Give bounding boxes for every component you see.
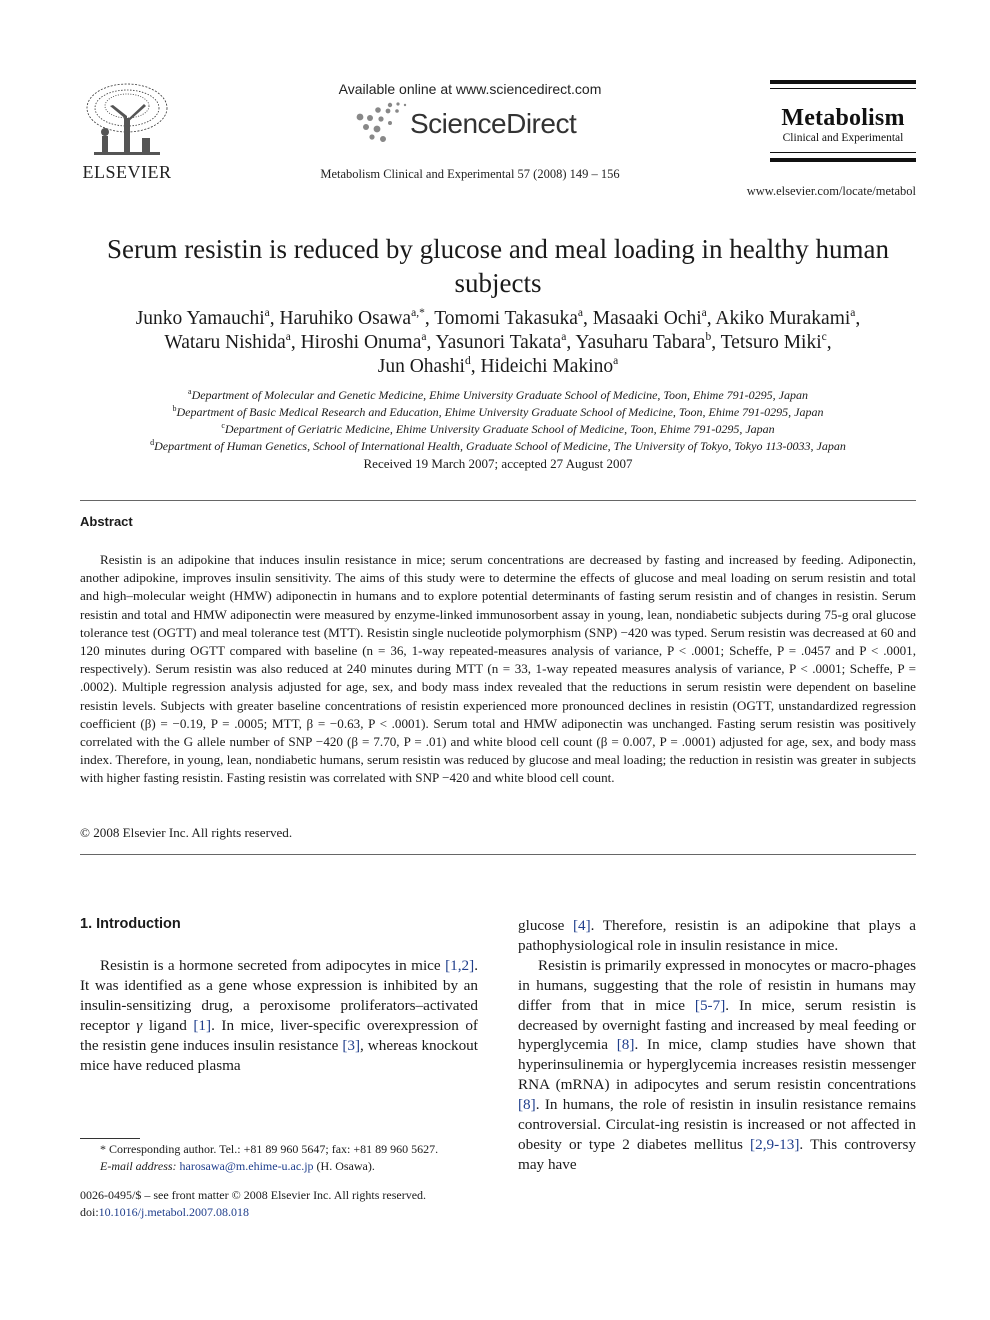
citation-link[interactable]: [1,2]: [445, 957, 475, 974]
author-affil-sup: a: [613, 355, 619, 367]
abstract-body: [80, 551, 916, 788]
journal-rule-top: [770, 80, 916, 84]
received-dates: Received 19 March 2007; accepted 27 August 2007: [363, 456, 633, 471]
paragraph: [518, 956, 916, 1175]
authors-line-1: Junko Yamauchi$^a$, Haruhiko Osawa$^{a,*}$, Tomomi Takasuka$^a$, Masaaki Ochi$^a$, Akiko Murakami$^a$,: [135, 307, 861, 329]
author-name: Akiko Murakami: [715, 308, 851, 329]
journal-subtitle: Clinical and Experimental: [782, 132, 904, 144]
author-affil-sup: a: [850, 307, 856, 319]
citation-link[interactable]: [4]: [572, 917, 591, 934]
email-link[interactable]: harosawa@m.ehime-u.ac.jp: [179, 1159, 314, 1173]
text-span: Resistin is primarily expressed in monocytes or macro-phages in humans, suggesting that the role of resistin in humans may differ from that in mice: [518, 956, 916, 1014]
affiliation-a: [80, 387, 916, 404]
author-affil-sup: d: [464, 355, 471, 367]
doi-label: doi:: [80, 1205, 99, 1219]
authors-line-2: Wataru Nishida$^a$, Hiroshi Onuma$^a$, Yasunori Takata$^a$, Yasuharu Tabara$^b$, Tetsuro Miki$^c$,: [164, 331, 832, 353]
author-name: Yasunori Takata: [435, 332, 562, 353]
section-heading: 1. Introduction: [80, 916, 181, 932]
text-span: , whereas knockout mice have reduced plasma: [80, 1036, 478, 1074]
issn-line: 0026-0495/$ – see front matter © 2008 Elsevier Inc. All rights reserved.: [80, 1188, 427, 1202]
article-title: [80, 232, 916, 300]
corresponding-author-line: * Corresponding author. Tel.: +81 89 960 5647; fax: +81 89 960 5627.: [100, 1142, 439, 1156]
affil-text: Department of Molecular and Genetic Medicine, Ehime University Graduate School of Medicine, Toon, Ehime 791-0295, Japan: [191, 388, 808, 402]
email-suffix: (H. Osawa).: [313, 1159, 375, 1173]
abstract-heading: Abstract: [80, 514, 133, 529]
affil-sup: c: [221, 421, 225, 430]
affil-sup: d: [150, 438, 155, 447]
author-name: Junko Yamauchi: [135, 308, 265, 329]
left-column-text: [80, 956, 478, 1075]
email-label: E-mail address:: [100, 1159, 177, 1173]
author-affil-sup: a: [577, 307, 584, 319]
footnote-rule: [80, 1138, 140, 1139]
author-name: Jun Ohashi: [377, 356, 465, 377]
journal-name: Metabolism: [781, 105, 905, 131]
author-affil-sup[interactable]: a,*: [411, 307, 425, 319]
author-name: Yasuharu Tabara: [575, 332, 706, 353]
text-span: glucose: [518, 917, 573, 934]
citation-link[interactable]: [8]: [616, 1036, 635, 1054]
author-name: Tomomi Takasuka: [434, 308, 578, 329]
divider: [80, 500, 916, 501]
greek-gamma: γ: [136, 1016, 143, 1034]
email-line: [80, 1158, 478, 1175]
title-line-1: Serum resistin is reduced by glucose and meal loading in healthy human: [106, 234, 890, 264]
title-line-2: subjects: [454, 268, 542, 298]
author-name: Masaaki Ochi: [592, 308, 702, 329]
text-span: . It was identified as a gene whose expression is inhibited by an insulin-sensitizing drug, a peroxisome proliferators–activated receptor: [80, 957, 478, 1034]
affil-text: Department of Geriatric Medicine, Ehime University Graduate School of Medicine, Toon, Ehime 791-0295, Japan: [224, 422, 775, 436]
author-affil-sup: a: [561, 331, 567, 343]
citation-link[interactable]: [5-7]: [694, 996, 726, 1014]
affil-text: Department of Human Genetics, School of International Health, Graduate School of Medicine, The University of Tokyo, Tokyo 113-0033, Japan: [154, 439, 846, 453]
text-span: . In mice, serum resistin is decreased by overnight fasting and increased by meal feeding or hyperglycemia: [518, 996, 916, 1054]
text-span: . Therefore, resistin is an adipokine that plays a pathophysiological role in insulin resistance in mice.: [518, 917, 916, 954]
author-affil-sup: a: [421, 331, 427, 343]
text-span: . In mice, liver-specific overexpression of the resistin gene induces insulin resistance: [80, 1016, 478, 1054]
author-affil-sup: a: [264, 307, 270, 319]
author-name: Wataru Nishida: [164, 332, 286, 353]
corresponding-author-footnote: [80, 1141, 478, 1175]
tree-icon: [80, 80, 174, 160]
journal-reference: Metabolism Clinical and Experimental 57 (2008) 149 – 156: [320, 167, 620, 181]
paragraph: [80, 956, 478, 1075]
author-name: Tetsuro Miki: [720, 332, 822, 353]
author-name: Hideichi Makino: [480, 356, 614, 377]
text-span: ligand: [142, 1016, 194, 1034]
doi-line: [80, 1204, 478, 1221]
copyright-notice: © 2008 Elsevier Inc. All rights reserved.: [80, 825, 293, 840]
affiliation-d: [80, 438, 916, 455]
author-list: [80, 307, 916, 379]
journal-url[interactable]: www.elsevier.com/locate/metabol: [746, 184, 916, 198]
paragraph: [518, 916, 916, 956]
text-span: . In mice, clamp studies have shown that hyperinsulinemia or hyperglycemia increases resistin messenger RNA (mRNA) in adipocytes and serum resistin concentrations: [518, 1036, 917, 1094]
doi-link[interactable]: 10.1016/j.metabol.2007.08.018: [98, 1205, 249, 1219]
text-span: Resistin is a hormone secreted from adipocytes in mice: [100, 957, 446, 974]
affil-text: Department of Basic Medical Research and Education, Ehime University Graduate School of Medicine, Toon, Ehime 791-0295, Japan: [176, 405, 824, 419]
author-affil-sup: b: [705, 331, 712, 343]
text-span: . In humans, the role of resistin in insulin resistance remains controversial. Circulat-ing resistin is increased or not affected in obesity or type 2 diabetes mellitus: [518, 1096, 916, 1153]
citation-link[interactable]: [1]: [193, 1016, 212, 1034]
text-span: . This controversy may have: [518, 1135, 916, 1173]
authors-line-3: Jun Ohashi$^d$, Hideichi Makino$^a$: [377, 355, 619, 377]
journal-rule-top-thin: [770, 88, 916, 89]
right-column-text: [518, 916, 916, 1175]
journal-rule-bottom: [770, 158, 916, 162]
affil-sup: a: [188, 387, 192, 396]
abstract-text: Resistin is an adipokine that induces insulin resistance in mice; serum concentrations are decreased by fasting and increased by feeding. Adiponectin, another adipokine, improves insulin sensitivity. The aims of this study were to determine the effects of glucose and meal loading on serum resistin and total and high–molecular weight (HMW) adiponectin in humans and to explore potential determinants of fasting serum resistin and of changes in resistin. Serum resistin and total and HMW adiponectin were measured by enzyme-linked immunosorbent assay in young, lean, nondiabetic subjects during 75-g oral glucose tolerance test (OGTT) and meal tolerance test (MTT). Resistin single nucleotide polymorphism (SNP) −420 was typed. Serum resistin was decreased at 60 and 120 minutes during OGTT compared with baseline (n = 36, 1-way repeated-measures analysis of variance, P < .0001; Scheffe, P = .0457 and P < .0001, respectively). Serum resistin was also reduced at 240 minutes during MTT (n = 33, 1-way repeated measures analysis of variance, P < .0001; Scheffe, P = .0002). Multiple regression analysis adjusted for age, sex, and body mass index revealed that the reductions in serum resistin were dependent on baseline resistin levels. Subjects with greater baseline concentrations of resistin experienced more pronounced declines in resistin (OGTT, unstandardized regression coefficient (β) = −0.19, P = .0005; MTT, β = −0.63, P < .0001). Serum total and HMW adiponectin was unchanged. Fasting serum resistin was positively correlated with the G allele number of SNP −420 (β = 7.70, P = .01) and white blood cell count (β = 0.007, P = .0001) adjusted for age, sex, and body mass index. Therefore, in young, lean, nondiabetic humans, serum resistin was reduced by glucose and meal loading; the reduction in resistin was greater in subjects with higher fasting resistin. Fasting resistin was correlated with SNP −420 and white blood cell count.: [80, 552, 916, 786]
sciencedirect-wordmark[interactable]: ScienceDirect: [410, 108, 577, 139]
affiliation-c: [80, 421, 916, 438]
author-affil-sup: c: [821, 331, 827, 343]
publisher-name: ELSEVIER: [82, 162, 172, 182]
available-online-text[interactable]: Available online at www.sciencedirect.com: [338, 81, 602, 97]
citation-link[interactable]: [2,9-13]: [750, 1135, 800, 1153]
affiliation-b: [80, 404, 916, 421]
author-name: Haruhiko Osawa: [279, 308, 412, 329]
sciencedirect-dots-icon: [350, 101, 410, 145]
author-affil-sup: a: [701, 307, 707, 319]
affil-sup: b: [172, 404, 177, 413]
citation-link[interactable]: [3]: [342, 1036, 361, 1054]
journal-rule-mid: [770, 152, 916, 153]
author-name: Hiroshi Onuma: [300, 332, 422, 353]
citation-link[interactable]: [8]: [518, 1096, 536, 1114]
divider: [80, 854, 916, 855]
front-matter: [80, 1187, 478, 1221]
author-affil-sup: a: [285, 331, 291, 343]
affiliation-list: [80, 387, 916, 455]
